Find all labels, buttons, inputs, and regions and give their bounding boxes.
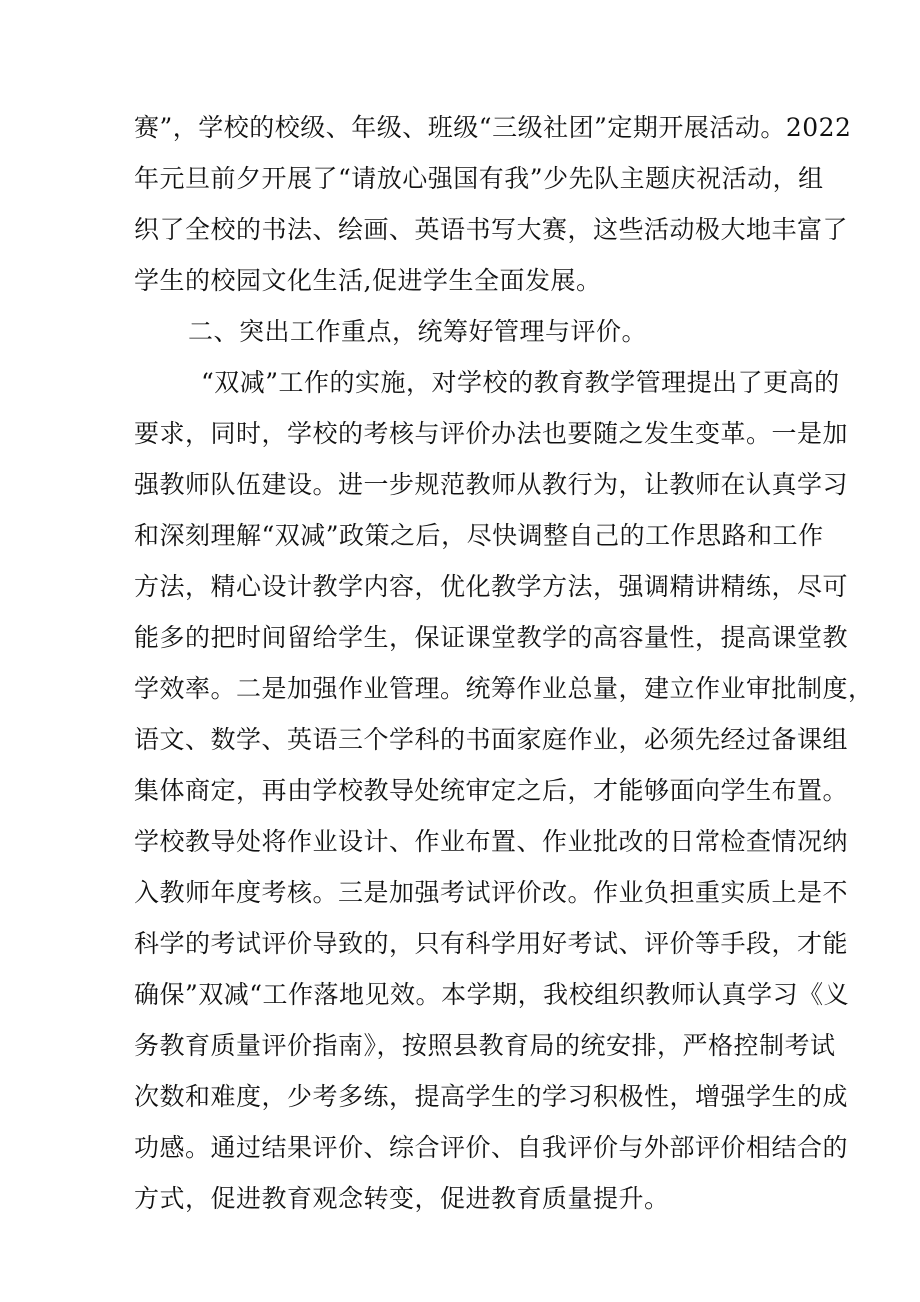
paragraph-line: 科学的考试评价导致的，只有科学用好考试、评价等手段，才能: [134, 929, 849, 958]
paragraph-line: 能多的把时间留给学生，保证课堂教学的高容量性，提高课堂教: [134, 623, 849, 652]
paragraph-line: 集体商定，再由学校教导处统审定之后，才能够面向学生布置。: [134, 776, 849, 805]
section-heading: 二、突出工作重点，统筹好管理与评价。: [188, 317, 648, 346]
paragraph-line: 方法，精心设计教学内容，优化教学方法，强调精讲精练，尽可: [134, 572, 849, 601]
paragraph-line: 学效率。二是加强作业管理。统筹作业总量，建立作业审批制度，: [134, 674, 874, 703]
paragraph-line: 功感。通过结果评价、综合评价、自我评价与外部评价相结合的: [134, 1133, 849, 1162]
paragraph-line: 次数和难度，少考多练，提高学生的学习积极性，增强学生的成: [134, 1082, 849, 1111]
paragraph-line: 和深刻理解“双减”政策之后，尽快调整自己的工作思路和工作: [134, 521, 824, 550]
paragraph-line: 方式，促进教育观念转变，促进教育质量提升。: [134, 1184, 670, 1213]
paragraph-line: 学校教导处将作业设计、作业布置、作业批改的日常检查情况纳: [134, 827, 849, 856]
paragraph-line: 务教育质量评价指南》，按照县教育局的统安排，严格控制考试: [134, 1031, 836, 1060]
paragraph-line: 要求，同时，学校的考核与评价办法也要随之发生变革。一是加: [134, 419, 849, 448]
paragraph-line: 年元旦前夕开展了“请放心强国有我”少先队主题庆祝活动，组: [134, 164, 824, 193]
paragraph-line: 赛”，学校的校级、年级、班级“三级社团”定期开展活动。2022: [134, 113, 852, 142]
paragraph-line: 确保”双减“工作落地见效。本学期，我校组织教师认真学习《义: [134, 980, 850, 1009]
paragraph-line: 强教师队伍建设。进一步规范教师从教行为，让教师在认真学习: [134, 470, 849, 499]
paragraph-line: “双减”工作的实施，对学校的教育教学管理提出了更高的: [201, 368, 840, 397]
paragraph-line: 学生的校园文化生活,促进学生全面发展。: [134, 266, 602, 295]
paragraph-line: 入教师年度考核。三是加强考试评价改。作业负担重实质上是不: [134, 878, 849, 907]
paragraph-line: 织了全校的书法、绘画、英语书写大赛，这些活动极大地丰富了: [134, 215, 849, 244]
paragraph-line: 语文、数学、英语三个学科的书面家庭作业，必须先经过备课组: [134, 725, 849, 754]
